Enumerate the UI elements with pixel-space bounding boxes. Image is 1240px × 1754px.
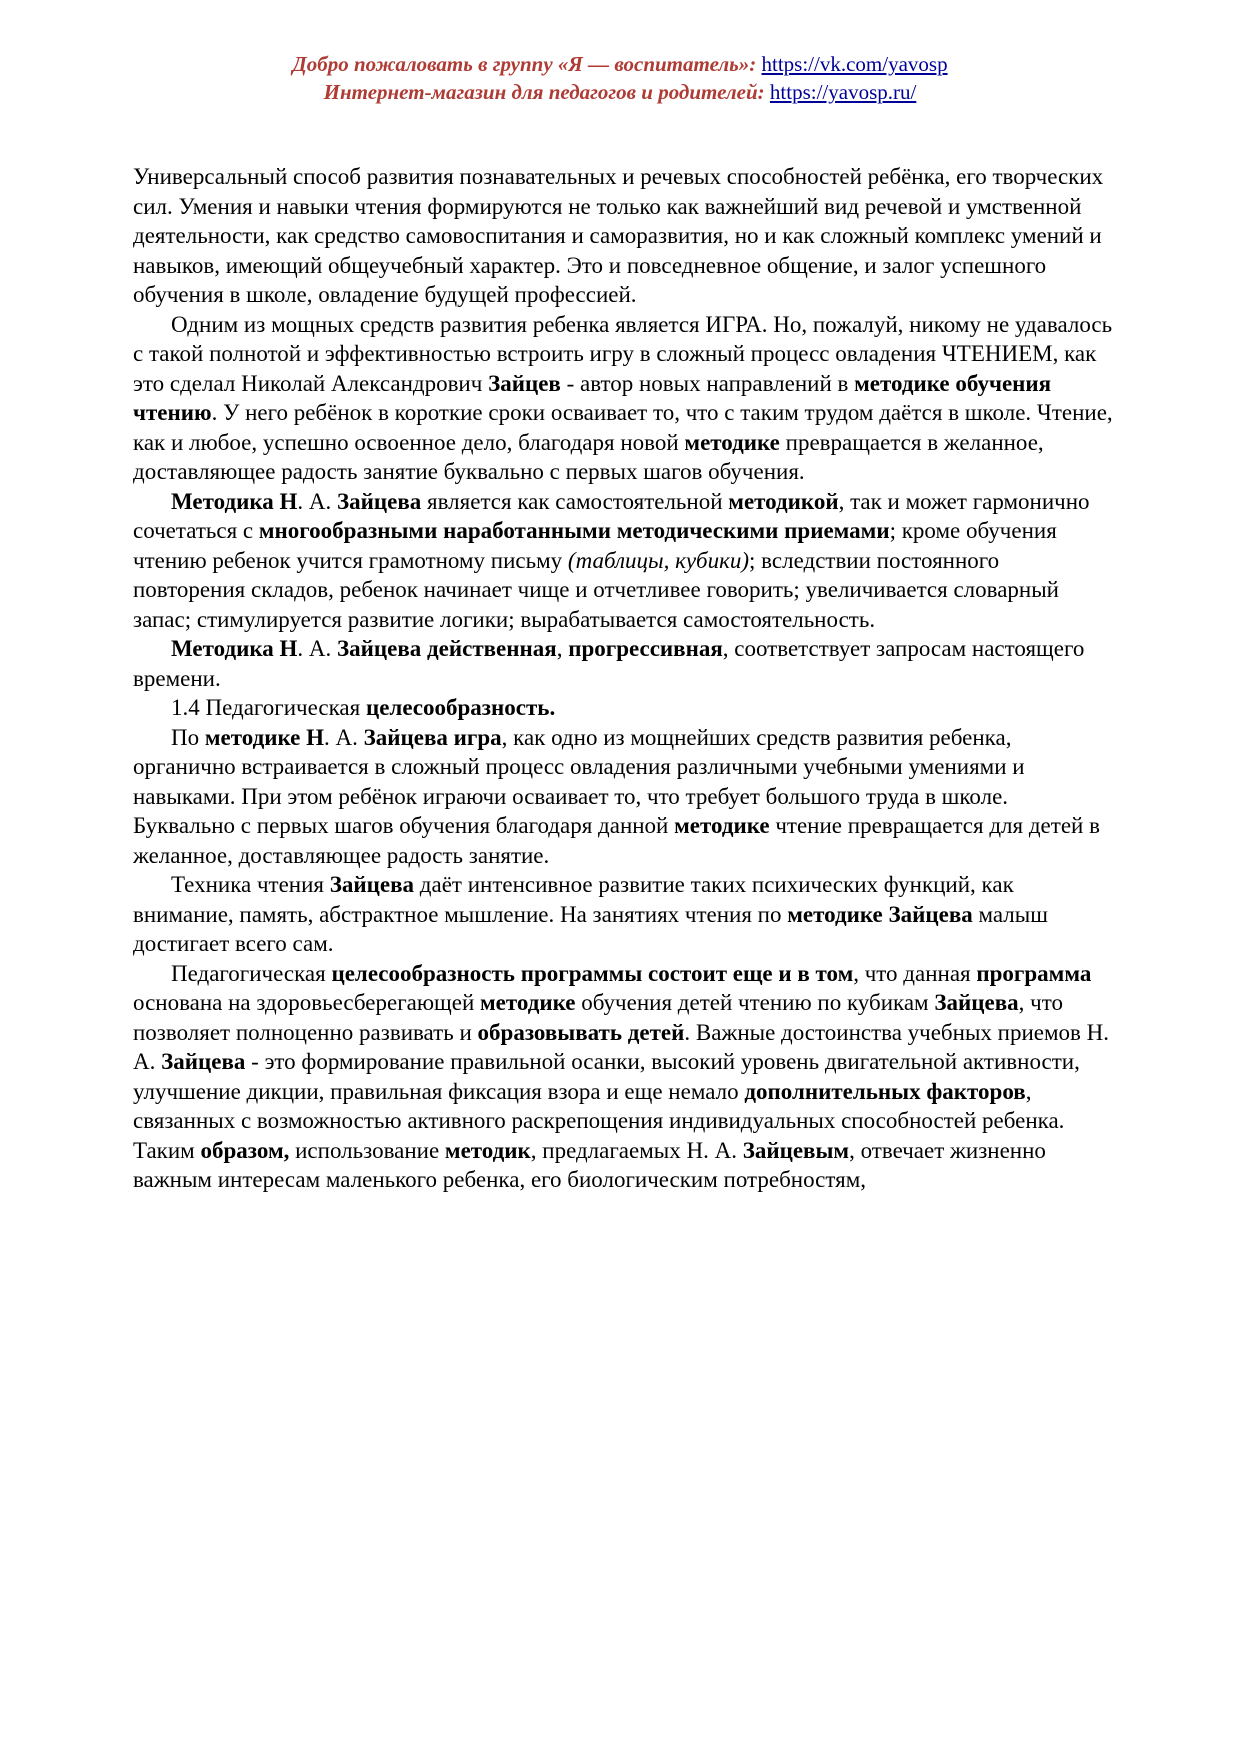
text-run: методике Зайцева (787, 901, 973, 927)
text-run: Зайцева (329, 872, 415, 897)
paragraph (133, 634, 1113, 693)
paragraph (133, 959, 1113, 1195)
text-run: обучения детей чтению по кубикам (575, 990, 935, 1015)
text-run: 1.4 Педагогическая (171, 695, 366, 720)
paragraph (133, 723, 1113, 871)
text-run: , предлагаемых Н. А. (530, 1137, 743, 1163)
text-run: Одним из мощных средств развития ребенка является ИГРА. Но, пожалуй, никому не удавалось с такой полнотой и эффективностью встроить игру в сложный процесс овладения ЧТЕНИЕМ, как это сделал Николай Александрович (133, 311, 1113, 396)
text-run: методике (684, 429, 780, 455)
text-run: методике обучения чтению (133, 370, 1052, 425)
text-run: Универсальный способ развития познавательных и речевых способностей ребёнка, его творческих сил. Умения и навыки чтения формируются не только как важнейший вид речевой и умственной деятельности, как средство самовоспитания и саморазвития, но и как сложный комплекс умений и навыков, имеющий общеучебный характер. Это и повседневное общение, и залог успешного обучения в школе, овладение будущей профессией. (133, 164, 1104, 307)
text-run: Зайцева действенная (337, 636, 557, 661)
text-run: Зайцева (934, 990, 1019, 1015)
text-run: образом, (200, 1137, 290, 1163)
text-run: использование (289, 1137, 445, 1163)
paragraph (133, 310, 1113, 487)
text-run: ; вследствии постоянного повторения складов, ребенок начинает чище и отчетливее говорить; увеличивается словарный запас; стимулируется развитие логики; вырабатывается самостоятельность. (133, 547, 1059, 632)
text-run: . У него ребёнок в короткие сроки осваивает то, что с таким трудом даётся в школе. Чтение, как и любое, успешно освоенное дело, благодаря новой (133, 400, 1113, 455)
text-run: методик (444, 1137, 531, 1163)
text-run: , (556, 636, 569, 661)
text-run: методике (674, 813, 770, 838)
page-header (0, 0, 1240, 106)
paragraph (133, 487, 1113, 635)
welcome-group-text: Добро пожаловать в группу «Я — воспитатель»: (292, 52, 757, 76)
shop-link[interactable]: https://yavosp.ru/ (769, 80, 917, 104)
text-run: малыш достигает всего сам. (133, 901, 1048, 956)
text-run: - это формирование правильной осанки, высокий уровень двигательной активности, улучшение дикции, правильная фиксация взора и еще немало (133, 1049, 1080, 1104)
text-run: (таблицы, кубики) (567, 547, 750, 573)
text-run: ; кроме обучения чтению ребенок учится грамотному письму (133, 518, 1057, 573)
text-run: , отвечает жизненно важным интересам маленького ребенка, его биологическим потребностям, (133, 1137, 1046, 1192)
text-run: основана на здоровьесберегающей (133, 990, 480, 1015)
text-run: методике (480, 990, 576, 1015)
paragraph (133, 693, 1113, 723)
text-run: Техника чтения (171, 872, 330, 897)
text-run: , как одно из мощнейших средств развития ребенка, органично встраивается в сложный процесс овладения различными учебными умениями и навыками. При этом ребёнок играючи осваивает то, что требует большого труда в школе. Буквально с первых шагов обучения благодаря данной (133, 724, 1025, 838)
text-run: целесообразность. (365, 695, 556, 720)
text-run: дополнительных факторов (744, 1078, 1026, 1104)
text-run: По (171, 724, 205, 750)
text-run: Педагогическая (171, 960, 332, 986)
document-body (133, 162, 1113, 1195)
header-line-shop (0, 78, 1240, 106)
text-run: , что позволяет полноценно развивать и (133, 990, 1063, 1045)
text-run: чтение превращается для детей в желанное, доставляющее радость занятие. (133, 813, 1100, 868)
text-run: Зайцев (488, 370, 561, 396)
header-line-welcome (0, 50, 1240, 78)
paragraph (133, 162, 1113, 310)
text-run: , что данная (853, 960, 977, 986)
text-run: . А. (324, 724, 364, 750)
text-run: методикой (728, 488, 839, 514)
text-run: Зайцева (337, 488, 422, 514)
text-run: превращается в желанное, доставляющее радость занятие буквально с первых шагов обучения. (133, 429, 1044, 484)
text-run: . А. (297, 488, 338, 514)
text-run: прогрессивная (568, 636, 723, 661)
text-run: , связанных с возможностью активного раскрепощения индивидуальных способностей ребенка. Таким (133, 1078, 1065, 1163)
paragraph (133, 870, 1113, 959)
text-run: Зайцева игра (363, 724, 502, 750)
text-run: программа (976, 960, 1092, 986)
text-run: Зайцевым (742, 1137, 850, 1163)
text-run: многообразными наработанными методическими приемами (258, 518, 890, 543)
text-run: Зайцева (161, 1049, 246, 1074)
shop-text: Интернет-магазин для педагогов и родителей: (323, 80, 765, 104)
text-run: , соответствует запросам настоящего времени. (133, 636, 1085, 691)
text-run: . Важные достоинства учебных приемов Н. А. (133, 1019, 1109, 1074)
text-run: - автор новых направлений в (560, 370, 855, 396)
text-run: даёт интенсивное развитие таких психических функций, как внимание, память, абстрактное мышление. На занятиях чтения по (133, 872, 1014, 927)
text-run: образовывать детей (477, 1019, 685, 1045)
text-run: методике Н (204, 724, 324, 750)
text-run: Методика Н (171, 636, 298, 661)
text-run: является как самостоятельной (421, 488, 729, 514)
vk-group-link[interactable]: https://vk.com/yavosp (761, 52, 948, 76)
text-run: , так и может гармонично сочетаться с (133, 488, 1090, 543)
text-run: . А. (297, 636, 338, 661)
text-run: Методика Н (171, 488, 298, 514)
text-run: целесообразность программы состоит еще и в том (331, 960, 854, 986)
